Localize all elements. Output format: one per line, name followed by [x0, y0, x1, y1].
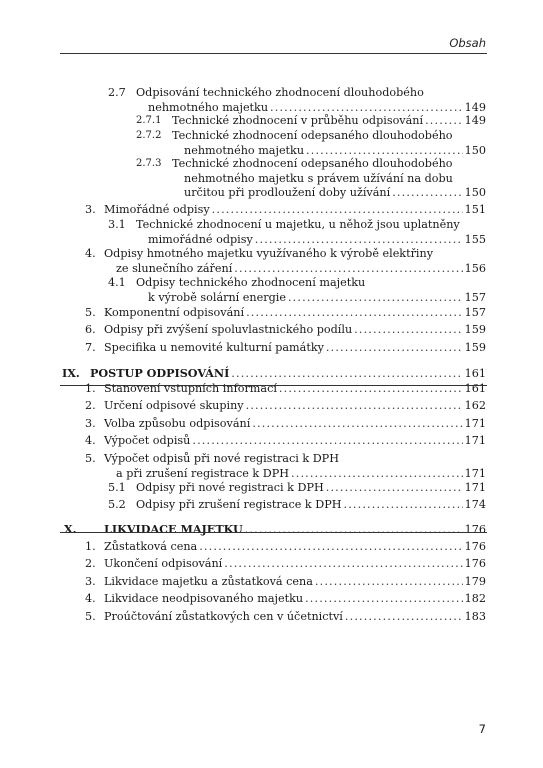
- section-divider: [60, 385, 487, 386]
- toc-page-number: 149: [464, 100, 486, 114]
- header-rule: [60, 53, 487, 54]
- toc-entry-title: Volba způsobu odpisování: [104, 417, 251, 430]
- toc-entry-number: 5.2: [108, 498, 126, 511]
- toc-entry[interactable]: [184, 144, 486, 158]
- toc-entry-number: 1.: [85, 540, 96, 553]
- toc-entry-number: 4.: [85, 592, 96, 605]
- dot-leader: [252, 417, 462, 431]
- dot-leader: [212, 203, 463, 217]
- toc-page-number: 159: [464, 323, 486, 336]
- toc-page-number: 150: [464, 143, 486, 157]
- toc-entry-number: 5.: [85, 610, 96, 623]
- toc-entry-number: 3.: [85, 575, 96, 588]
- toc-entry-title: Stanovení vstupních informací: [104, 382, 277, 395]
- toc-entry-number: 3.: [85, 417, 96, 430]
- dot-leader: [343, 498, 462, 512]
- toc-page-number: 161: [464, 382, 486, 395]
- dot-leader: [199, 540, 462, 554]
- toc-entry[interactable]: [104, 417, 486, 431]
- running-header: Obsah: [449, 36, 486, 50]
- toc-entry-number: 4.: [85, 247, 96, 260]
- toc-entry[interactable]: [148, 233, 486, 247]
- dot-leader: [306, 144, 463, 158]
- toc-page-number: 171: [464, 417, 486, 430]
- toc-entry-title: Specifika u nemovité kulturní památky: [104, 341, 324, 354]
- toc-entry-number: 2.7.1: [136, 115, 162, 126]
- toc-entry-title: Odpisy při zvýšení spoluvlastnického podílu: [104, 323, 353, 336]
- toc-entry-title: mimořádné odpisy: [148, 232, 253, 246]
- dot-leader: [255, 233, 463, 247]
- dot-leader: [231, 367, 462, 381]
- toc-entry[interactable]: [104, 323, 486, 337]
- dot-leader: [234, 262, 462, 276]
- toc-entry-title: Odpisy při zrušení registrace k DPH: [136, 498, 342, 511]
- toc-entry-title: určitou při prodloužení doby užívání: [184, 186, 391, 199]
- toc-entry-title: Likvidace majetku a zůstatková cena: [104, 575, 313, 588]
- toc-entry-title: Mimořádné odpisy: [104, 203, 210, 216]
- toc-page-number: 176: [464, 540, 486, 553]
- toc-entry-title[interactable]: Výpočet odpisů při nové registraci k DPH: [104, 452, 339, 465]
- dot-leader: [270, 101, 463, 115]
- toc-entry-number: 5.: [85, 306, 96, 319]
- section-divider: [60, 532, 487, 533]
- toc-entry-title: POSTUP ODPISOVÁNÍ: [90, 366, 230, 380]
- toc-entry[interactable]: [148, 101, 486, 115]
- toc-page-number: 171: [464, 466, 486, 480]
- toc-entry[interactable]: [104, 575, 486, 589]
- toc-entry-title[interactable]: Technické zhodnocení odepsaného dlouhodobého: [172, 129, 453, 142]
- toc-entry[interactable]: [104, 203, 486, 217]
- toc-entry[interactable]: [90, 366, 486, 381]
- toc-entry-title: Určení odpisové skupiny: [104, 399, 244, 412]
- toc-entry-title: Likvidace neodpisovaného majetku: [104, 592, 304, 605]
- toc-entry[interactable]: [148, 291, 486, 305]
- dot-leader: [326, 481, 463, 495]
- toc-page-number: 162: [464, 399, 486, 412]
- toc-page-number: 150: [464, 186, 486, 199]
- toc-entry-number: X.: [64, 522, 77, 536]
- dot-leader: [392, 186, 462, 200]
- toc-entry[interactable]: [104, 522, 486, 537]
- toc-entry[interactable]: [104, 592, 486, 606]
- toc-entry-title: nehmotného majetku: [148, 100, 269, 114]
- dot-leader: [192, 434, 462, 448]
- toc-entry-number: 4.: [85, 434, 96, 447]
- dot-leader: [291, 467, 463, 481]
- toc-entry-title: Odpisy při nové registraci k DPH: [136, 481, 324, 494]
- toc-entry-number: 5.1: [108, 481, 126, 494]
- toc-page-number: 156: [464, 261, 486, 275]
- dot-leader: [354, 323, 462, 337]
- dot-leader: [246, 399, 463, 413]
- toc-entry[interactable]: [136, 481, 486, 495]
- dot-leader: [245, 523, 463, 537]
- toc-entry[interactable]: [104, 306, 486, 320]
- toc-entry-number: 1.: [85, 382, 96, 395]
- toc-page-number: 159: [464, 341, 486, 354]
- toc-entry-title: a při zrušení registrace k DPH: [116, 466, 290, 480]
- toc-page-number: 174: [464, 498, 486, 511]
- toc-page-number: 183: [464, 610, 486, 623]
- toc-entry-title: Výpočet odpisů: [104, 434, 191, 447]
- toc-entry-number: 2.: [85, 557, 96, 570]
- toc-page-number: 179: [464, 575, 486, 588]
- toc-entry-number: 2.7.3: [136, 158, 162, 169]
- toc-entry[interactable]: [104, 610, 486, 624]
- toc-entry-title: LIKVIDACE MAJETKU: [104, 522, 243, 536]
- toc-page-number: 171: [464, 481, 486, 494]
- toc-page-number: 176: [464, 557, 486, 570]
- toc-entry[interactable]: [136, 498, 486, 512]
- dot-leader: [345, 610, 463, 624]
- toc-entry[interactable]: [104, 434, 486, 448]
- dot-leader: [288, 291, 463, 305]
- toc-entry[interactable]: [172, 114, 486, 128]
- toc-entry[interactable]: [104, 540, 486, 554]
- toc-page-number: 151: [464, 203, 486, 216]
- toc-entry-number: 3.1: [108, 218, 126, 231]
- toc-entry-number: 4.1: [108, 276, 126, 289]
- toc-page-number: 149: [464, 114, 486, 127]
- toc-entry-title[interactable]: Odpisy hmotného majetku využívaného k výrobě elektřiny: [104, 247, 434, 260]
- toc-page-number: 161: [464, 367, 486, 380]
- toc-entry-number: 6.: [85, 323, 96, 336]
- dot-leader: [315, 575, 463, 589]
- toc-entry[interactable]: [104, 399, 486, 413]
- toc-entry-number: 5.: [85, 452, 96, 465]
- toc-entry[interactable]: [116, 467, 486, 481]
- toc-page-number: 157: [464, 290, 486, 304]
- toc-page-number: 155: [464, 232, 486, 246]
- toc-entry-title: Proúčtování zůstatkových cen v účetnictví: [104, 610, 343, 623]
- toc-entry[interactable]: [104, 341, 486, 355]
- toc-entry-number: 7.: [85, 341, 96, 354]
- toc-entry-title: Zůstatková cena: [104, 540, 198, 553]
- toc-entry-title[interactable]: Odpisy technického zhodnocení majetku: [136, 276, 366, 289]
- dot-leader: [224, 557, 462, 571]
- toc-entry-title: Komponentní odpisování: [104, 306, 245, 319]
- toc-page-number: 182: [464, 592, 486, 605]
- page-number: 7: [478, 722, 486, 736]
- toc-entry-number: 2.: [85, 399, 96, 412]
- dot-leader: [246, 306, 463, 320]
- toc-entry-title: nehmotného majetku: [184, 143, 305, 157]
- dot-leader: [305, 592, 463, 606]
- toc-entry-title[interactable]: Odpisování technického zhodnocení dlouhodobého: [136, 86, 424, 99]
- toc-entry-number: 2.7.2: [136, 130, 162, 141]
- toc-entry-title[interactable]: Technické zhodnocení u majetku, u něhož jsou uplatněny: [136, 218, 460, 231]
- toc-entry[interactable]: [116, 262, 486, 276]
- toc-entry-title: ze slunečního záření: [116, 261, 233, 275]
- toc-entry-number: IX.: [62, 366, 80, 380]
- toc-entry-title: Technické zhodnocení v průběhu odpisování: [172, 114, 424, 127]
- toc-entry[interactable]: [104, 557, 486, 571]
- dot-leader: [326, 341, 463, 355]
- toc-entry-number: 3.: [85, 203, 96, 216]
- toc-entry-title: Ukončení odpisování: [104, 557, 223, 570]
- toc-entry-title[interactable]: nehmotného majetku s právem užívání na dobu: [184, 171, 453, 185]
- toc-entry-number: 2.7: [108, 86, 126, 99]
- toc-entry[interactable]: [184, 186, 486, 200]
- toc-page-number: 171: [464, 434, 486, 447]
- dot-leader: [425, 114, 463, 128]
- toc-entry-title: k výrobě solární energie: [148, 290, 286, 304]
- toc-page-number: 176: [464, 523, 486, 536]
- toc-entry-title[interactable]: Technické zhodnocení odepsaného dlouhodobého: [172, 157, 453, 170]
- toc-page-number: 157: [464, 306, 486, 319]
